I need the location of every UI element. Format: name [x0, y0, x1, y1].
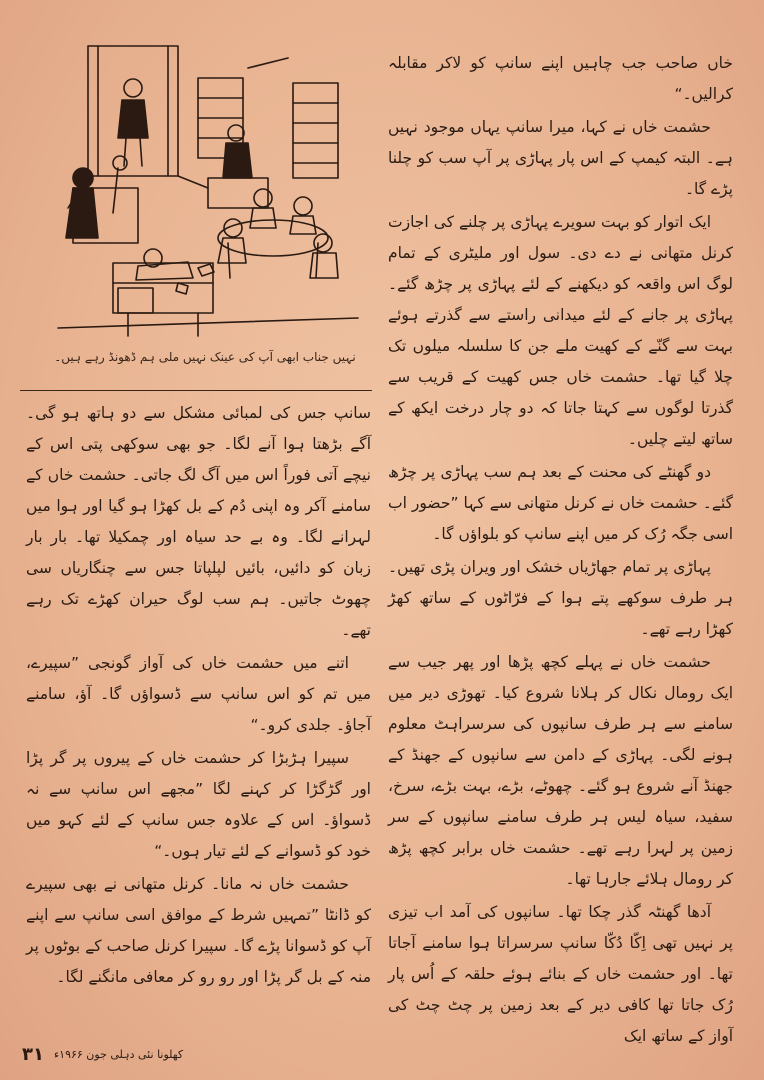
publication-line: کھلونا نئی دہلی جون ۱۹۶۶ء [53, 1047, 184, 1061]
paragraph: حشمت خاں نے پہلے کچھ پڑھا اور پھر جیب سے ایک رومال نکال کر ہلانا شروع کیا۔ تھوڑی دیر میں سامنے سے ہر طرف سانپوں کی سرسراہٹ معلوم ہونے لگی۔ پہاڑی کے دامن سے سانپوں کے جھنڈ کے جھنڈ آنے شروع ہو گئے۔ چھوٹے، بڑے، بہت بڑے، سرخ، سفید، سیاہ لیس ہر طرف سامنے سانپوں کے سر زمین پر لہرا رہے تھے۔ حشمت خاں برابر کچھ پڑھ کر رومال ہلائے جارہا تھا۔ [388, 653, 733, 888]
paragraph: آدھا گھنٹہ گذر چکا تھا۔ سانپوں کی آمد اب تیزی پر نہیں تھی اِکّا دُکّا سانپ سرسراتا ہوا سامنے آجاتا تھا۔ اور حشمت خاں کے بنائے ہوئے حلقہ کے اُس پار رُک جاتا تھا کافی دیر کے بعد زمین پر چٹ چٹ کی آواز کے ساتھ ایک [388, 903, 733, 1045]
illustration-caption: نہیں جناب ابھی آپ کی عینک نہیں ملی ہم ڈھونڈ رہے ہیں۔ [54, 350, 356, 364]
paragraph: سانپ جس کی لمبائی مشکل سے دو ہاتھ ہو گی۔ آگے بڑھتا ہوا آنے لگا۔ جو بھی سوکھی پتی اس کے نیچے آتی فوراً اس میں آگ لگ جاتی۔ حشمت خاں کے سامنے آکر وہ اپنی دُم کے بل کھڑا ہو گیا اور ہوا میں لہرانے لگا۔ وہ بے حد سیاہ اور چمکیلا تھا۔ بار بار زبان کو دائیں، بائیں لپلپاتا جس سے چنگاریاں سی چھوٹ جاتیں۔ ہم سب لوگ حیران کھڑے تک رہے تھے۔ [26, 404, 371, 639]
paragraph: خاں صاحب جب چاہیں اپنے سانپ کو لاکر مقابلہ کرالیں۔“ [388, 54, 733, 103]
paragraph: حشمت خاں نہ مانا۔ کرنل متھانی نے بھی سپیرے کو ڈانٹا ”تمہیں شرط کے موافق اسی سانپ سے اپنے آپ کو ڈسوانا پڑے گا۔ سپیرا کرنل صاحب کے بوٹوں پر منہ کے بل گر پڑا اور رو رو کر معافی مانگنے لگا۔ [26, 875, 371, 986]
left-text-column [26, 398, 371, 1013]
office-scene-illustration [58, 38, 358, 338]
section-divider [20, 390, 372, 391]
paragraph: اتنے میں حشمت خاں کی آواز گونجی ”سپیرے، میں تم کو اس سانپ سے ڈسواؤں گا۔ آؤ، سامنے آجاؤ۔ جلدی کرو۔“ [26, 654, 371, 734]
right-text-column [388, 48, 733, 1045]
paragraph: پہاڑی پر تمام جھاڑیاں خشک اور ویران پڑی تھیں۔ ہر طرف سوکھے پتے ہوا کے فرّاٹوں کے ساتھ کھڑ کھڑا رہے تھے۔ [388, 558, 733, 638]
paragraph: ایک اتوار کو بہت سویرے پہاڑی پر چلنے کی اجازت کرنل متھانی نے دے دی۔ سول اور ملیٹری کے تمام لوگ اس واقعہ کو دیکھنے کے لئے پہاڑی پر چڑھ گئے۔ پہاڑی پر جانے کے لئے میدانی راستے سے گذرتے ہوئے بہت سے گنّے کے کھیت ملے جن کا سلسلہ میلوں تک چلا گیا تھا۔ حشمت خاں جس کھیت کے قریب سے گذرتا لوگوں سے کہتا جاتا کہ دو چار درخت ایکھ کے ساتھ لیتے چلیں۔ [388, 213, 733, 448]
paragraph: سپیرا ہڑبڑا کر حشمت خاں کے پیروں پر گر پڑا اور گڑگڑا کر کہنے لگا ”مجھے اس سانپ سے نہ ڈسواؤ۔ اس کے علاوہ جس سانپ کے لئے کہو میں خود کو ڈسوانے کے لئے تیار ہوں۔“ [26, 749, 371, 860]
paragraph: حشمت خاں نے کہا، میرا سانپ یہاں موجود نہیں ہے۔ البتہ کیمپ کے اس پار پہاڑی پر آپ سب کو چلنا پڑے گا۔ [388, 118, 733, 198]
paragraph: دو گھنٹے کی محنت کے بعد ہم سب پہاڑی پر چڑھ گئے۔ حشمت خاں نے کرنل متھانی سے کہا ”حضور اب اسی جگہ رُک کر میں اپنے سانپ کو بلواؤں گا۔ [388, 463, 733, 543]
page-footer [22, 1040, 372, 1068]
page-number: ۳۱ [22, 1043, 44, 1065]
